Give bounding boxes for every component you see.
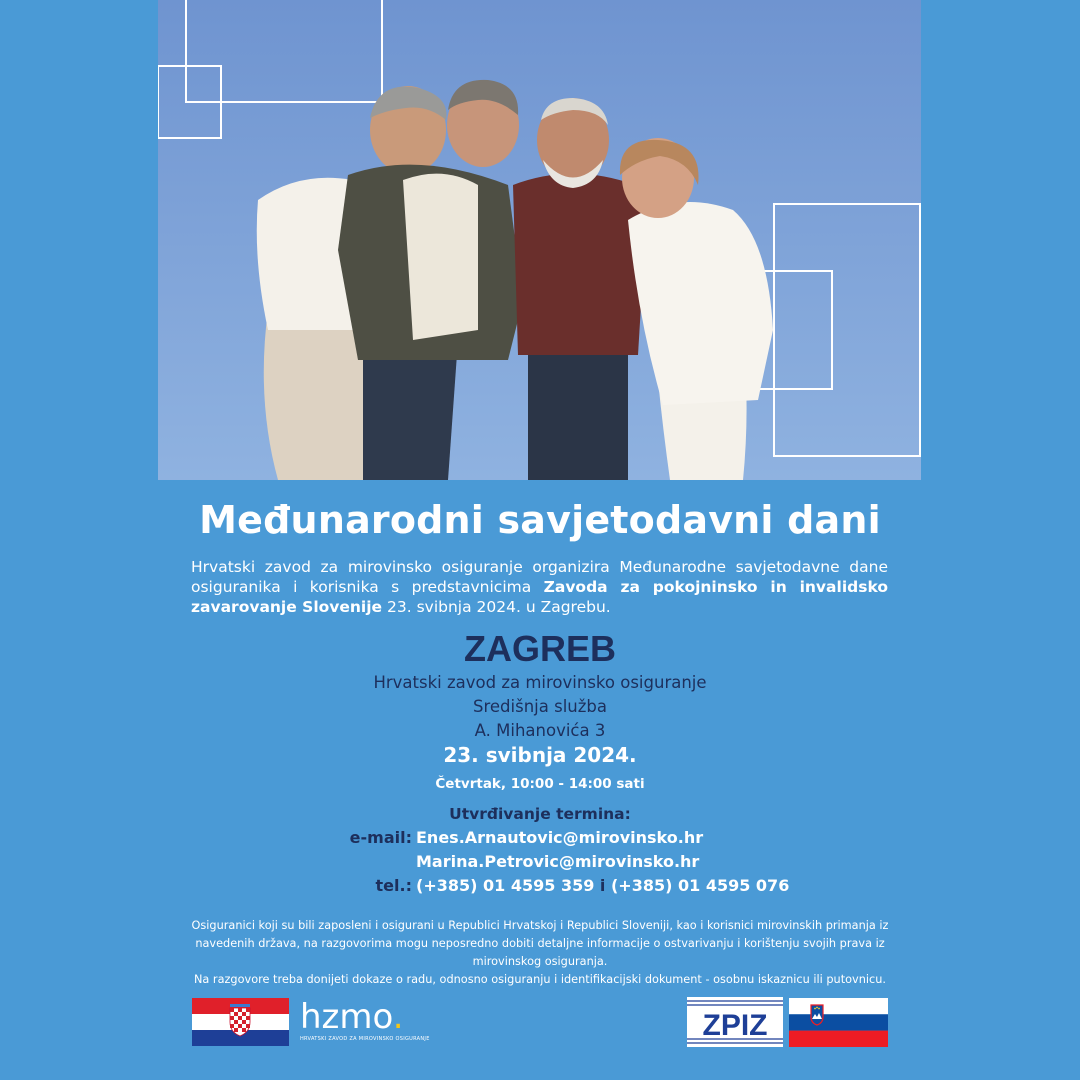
slovenia-flag-icon [789, 998, 888, 1047]
hero-photo [158, 0, 921, 480]
croatia-coat-of-arms [230, 1004, 250, 1036]
intro-text-2: 23. svibnja 2024. u Zagrebu. [382, 598, 611, 616]
phone-separator: i [599, 876, 606, 895]
phone-numbers [416, 876, 789, 895]
phone-2[interactable]: (+385) 01 4595 076 [610, 876, 790, 895]
zpiz-logo-mark [687, 997, 783, 1047]
croatia-flag-icon [192, 998, 289, 1046]
phone-label: tel.: [375, 876, 412, 895]
address: A. Mihanovića 3 [474, 721, 606, 740]
email-label: e-mail: [349, 828, 412, 847]
hzmo-logo-mark [300, 998, 430, 1036]
appointments-heading: Utvrđivanje termina: [449, 805, 631, 823]
intro-text-bold: Zavoda za pokojninsko in invalidsko zavarovanje Slovenije [191, 578, 888, 616]
event-date: 23. svibnja 2024. [443, 743, 637, 767]
hero-photo-illustration [158, 0, 921, 480]
intro-text-1: Hrvatski zavod za mirovinsko osiguranje organizira Međunarodne savjetodavne dane osiguranika i korisnika s predstavnicima [191, 558, 888, 596]
hzmo-logo [300, 998, 430, 1048]
city-title: ZAGREB [464, 628, 616, 669]
info-note [180, 917, 900, 989]
email-link-2[interactable]: Marina.Petrovic@mirovinsko.hr [416, 852, 700, 871]
intro-paragraph [191, 557, 888, 617]
hzmo-dot: . [392, 997, 404, 1037]
hzmo-wordmark: hzmo [300, 997, 393, 1037]
info-note-line-2: Na razgovore treba donijeti dokaze o radu, odnosno osiguranju i identifikacijski dokument - osobnu iskaznicu ili putovnicu. [193, 973, 887, 986]
event-hours: Četvrtak, 10:00 - 14:00 sati [435, 776, 645, 792]
headline: Međunarodni savjetodavni dani [199, 498, 881, 542]
zpiz-wordmark: ZPIZ [702, 1009, 768, 1042]
hzmo-subtitle: HRVATSKI ZAVOD ZA MIROVINSKO OSIGURANJE [300, 1036, 430, 1042]
phone-1[interactable]: (+385) 01 4595 359 [416, 876, 595, 895]
info-note-line-1: Osiguranici koji su bili zaposleni i osigurani u Republici Hrvatskoj i Republici Sloveniji, kao i korisnici mirovinskih primanja iz navedenih država, na razgovorima mogu neposredno dobiti detaljne informacije o ostvarivanju i korištenju svojih prava iz mirovinskog osiguranja. [191, 919, 889, 968]
email-link-1[interactable]: Enes.Arnautovic@mirovinsko.hr [416, 828, 704, 847]
slovenia-coat-of-arms [811, 1005, 823, 1025]
institution-name: Hrvatski zavod za mirovinsko osiguranje [373, 673, 707, 692]
office-name: Središnja služba [473, 697, 607, 716]
zpiz-logo [687, 997, 783, 1047]
